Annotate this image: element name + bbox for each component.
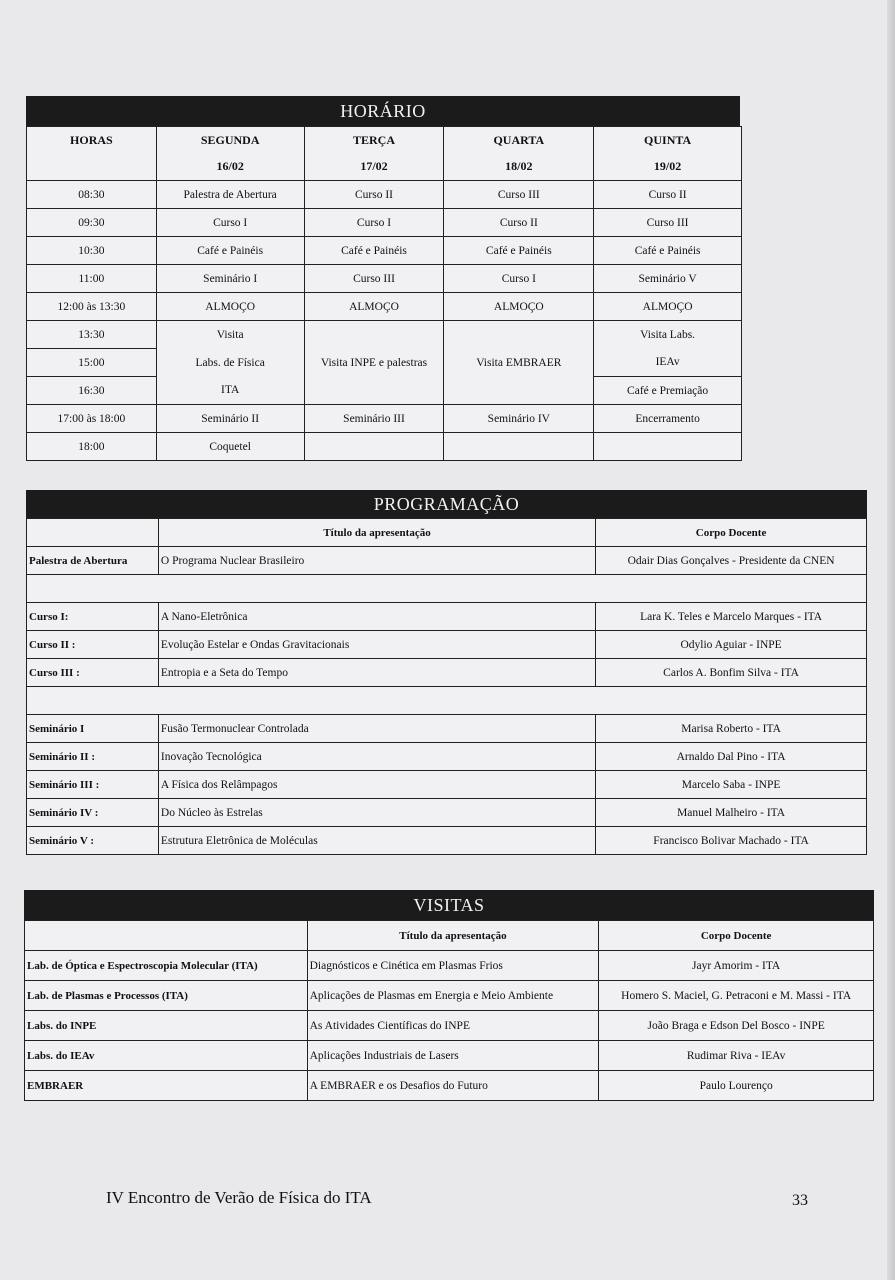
header-terca: TERÇA (304, 127, 444, 154)
time-cell: 08:30 (27, 181, 157, 209)
row-titulo: A Nano-Eletrônica (158, 603, 595, 631)
schedule-cell: Curso III (594, 209, 742, 237)
table-row (27, 659, 867, 687)
row-label: Labs. do IEAv (25, 1041, 308, 1071)
schedule-cell: Visita Labs. (594, 321, 742, 349)
schedule-cell-merged: Visita EMBRAER (444, 321, 594, 405)
schedule-cell: Café e Painéis (304, 237, 444, 265)
row-docente: Arnaldo Dal Pino - ITA (596, 743, 867, 771)
horario-date-row (27, 153, 742, 181)
schedule-cell: Curso II (444, 209, 594, 237)
schedule-cell: Encerramento (594, 405, 742, 433)
row-titulo: Evolução Estelar e Ondas Gravitacionais (158, 631, 595, 659)
date-terca: 17/02 (304, 153, 444, 181)
table-row (27, 293, 742, 321)
row-titulo: Inovação Tecnológica (158, 743, 595, 771)
header-horas: HORAS (27, 127, 157, 154)
header-quinta: QUINTA (594, 127, 742, 154)
table-row (27, 799, 867, 827)
schedule-cell: Curso I (156, 209, 304, 237)
table-row (27, 237, 742, 265)
time-cell: 13:30 (27, 321, 157, 349)
schedule-cell: Labs. de Física (156, 349, 304, 377)
schedule-cell: ALMOÇO (156, 293, 304, 321)
row-docente: Marcelo Saba - INPE (596, 771, 867, 799)
schedule-cell: Seminário V (594, 265, 742, 293)
schedule-cell: ALMOÇO (304, 293, 444, 321)
table-row (27, 603, 867, 631)
row-docente: Rudimar Riva - IEAv (599, 1041, 874, 1071)
table-row (27, 209, 742, 237)
row-docente: Manuel Malheiro - ITA (596, 799, 867, 827)
row-label: Seminário V : (27, 827, 159, 855)
header-docente: Corpo Docente (596, 519, 867, 547)
row-titulo: Fusão Termonuclear Controlada (158, 715, 595, 743)
schedule-cell: Seminário II (156, 405, 304, 433)
time-cell: 12:00 às 13:30 (27, 293, 157, 321)
schedule-cell: Coquetel (156, 433, 304, 461)
schedule-cell: Curso III (444, 181, 594, 209)
row-label: EMBRAER (25, 1071, 308, 1101)
date-quarta: 18/02 (444, 153, 594, 181)
table-row (27, 265, 742, 293)
time-cell: 10:30 (27, 237, 157, 265)
schedule-cell: Seminário III (304, 405, 444, 433)
row-label: Labs. do INPE (25, 1011, 308, 1041)
header-docente: Corpo Docente (599, 921, 874, 951)
spacer-row (27, 687, 867, 715)
row-label: Lab. de Plasmas e Processos (ITA) (25, 981, 308, 1011)
table-row (27, 321, 742, 349)
row-titulo: Entropia e a Seta do Tempo (158, 659, 595, 687)
schedule-cell-empty (594, 433, 742, 461)
table-row (27, 771, 867, 799)
header-titulo: Título da apresentação (307, 921, 599, 951)
table-row (27, 631, 867, 659)
programacao-table (26, 518, 867, 855)
table-row (27, 433, 742, 461)
schedule-cell: ALMOÇO (594, 293, 742, 321)
schedule-cell: Café e Painéis (594, 237, 742, 265)
row-titulo: Do Núcleo às Estrelas (158, 799, 595, 827)
table-row (25, 1041, 874, 1071)
schedule-cell: Curso II (594, 181, 742, 209)
schedule-cell: Café e Premiação (594, 377, 742, 405)
date-horas (27, 153, 157, 181)
row-titulo: Aplicações de Plasmas em Energia e Meio Ambiente (307, 981, 599, 1011)
table-row (27, 827, 867, 855)
table-row (27, 405, 742, 433)
time-cell: 15:00 (27, 349, 157, 377)
page-edge-shadow (887, 0, 895, 1280)
schedule-cell-empty (444, 433, 594, 461)
row-label: Seminário III : (27, 771, 159, 799)
row-titulo: As Atividades Científicas do INPE (307, 1011, 599, 1041)
table-row (27, 715, 867, 743)
schedule-cell-merged: Visita INPE e palestras (304, 321, 444, 405)
schedule-cell: Café e Painéis (156, 237, 304, 265)
row-docente: Odylio Aguiar - INPE (596, 631, 867, 659)
page-number: 33 (792, 1192, 808, 1209)
time-cell: 11:00 (27, 265, 157, 293)
date-quinta: 19/02 (594, 153, 742, 181)
row-titulo: A EMBRAER e os Desafios do Futuro (307, 1071, 599, 1101)
row-docente: Marisa Roberto - ITA (596, 715, 867, 743)
header-titulo: Título da apresentação (158, 519, 595, 547)
row-titulo: Aplicações Industriais de Lasers (307, 1041, 599, 1071)
visitas-title: VISITAS (24, 890, 874, 920)
time-cell: 17:00 às 18:00 (27, 405, 157, 433)
row-titulo: O Programa Nuclear Brasileiro (158, 547, 595, 575)
table-row (25, 981, 874, 1011)
schedule-cell: Seminário IV (444, 405, 594, 433)
row-label: Curso II : (27, 631, 159, 659)
schedule-cell: Visita (156, 321, 304, 349)
schedule-cell: Curso II (304, 181, 444, 209)
row-docente: Francisco Bolivar Machado - ITA (596, 827, 867, 855)
row-titulo: A Física dos Relâmpagos (158, 771, 595, 799)
row-docente: Odair Dias Gonçalves - Presidente da CNEN (596, 547, 867, 575)
schedule-cell: ALMOÇO (444, 293, 594, 321)
row-label: Seminário I (27, 715, 159, 743)
row-docente: Jayr Amorim - ITA (599, 951, 874, 981)
row-label: Curso I: (27, 603, 159, 631)
row-docente: João Braga e Edson Del Bosco - INPE (599, 1011, 874, 1041)
table-row (25, 1071, 874, 1101)
table-row (25, 1011, 874, 1041)
schedule-cell: Curso III (304, 265, 444, 293)
programacao-header-row (27, 519, 867, 547)
footer-title: IV Encontro de Verão de Física do ITA (106, 1188, 372, 1207)
table-row (27, 547, 867, 575)
date-segunda: 16/02 (156, 153, 304, 181)
table-row (27, 181, 742, 209)
visitas-header-row (25, 921, 874, 951)
row-docente: Carlos A. Bonfim Silva - ITA (596, 659, 867, 687)
row-docente: Homero S. Maciel, G. Petraconi e M. Massi - ITA (599, 981, 874, 1011)
row-titulo: Diagnósticos e Cinética em Plasmas Frios (307, 951, 599, 981)
schedule-cell: Curso I (444, 265, 594, 293)
row-titulo: Estrutura Eletrônica de Moléculas (158, 827, 595, 855)
row-docente: Paulo Lourenço (599, 1071, 874, 1101)
schedule-cell: Café e Painéis (444, 237, 594, 265)
spacer-row (27, 575, 867, 603)
programacao-title: PROGRAMAÇÃO (26, 490, 867, 518)
schedule-cell: ITA (156, 377, 304, 405)
row-label: Seminário II : (27, 743, 159, 771)
row-docente: Lara K. Teles e Marcelo Marques - ITA (596, 603, 867, 631)
schedule-cell: IEAv (594, 349, 742, 377)
schedule-cell: Curso I (304, 209, 444, 237)
schedule-cell: Palestra de Abertura (156, 181, 304, 209)
visitas-table (24, 920, 874, 1101)
table-row (25, 951, 874, 981)
horario-header-row (27, 127, 742, 154)
horario-table (26, 126, 742, 461)
time-cell: 16:30 (27, 377, 157, 405)
time-cell: 09:30 (27, 209, 157, 237)
schedule-cell-empty (304, 433, 444, 461)
table-row (27, 743, 867, 771)
schedule-cell: Seminário I (156, 265, 304, 293)
row-label: Palestra de Abertura (27, 547, 159, 575)
row-label: Lab. de Óptica e Espectroscopia Molecular (ITA) (25, 951, 308, 981)
time-cell: 18:00 (27, 433, 157, 461)
header-blank (25, 921, 308, 951)
header-segunda: SEGUNDA (156, 127, 304, 154)
header-blank (27, 519, 159, 547)
row-label: Curso III : (27, 659, 159, 687)
horario-title: HORÁRIO (26, 96, 740, 126)
row-label: Seminário IV : (27, 799, 159, 827)
header-quarta: QUARTA (444, 127, 594, 154)
